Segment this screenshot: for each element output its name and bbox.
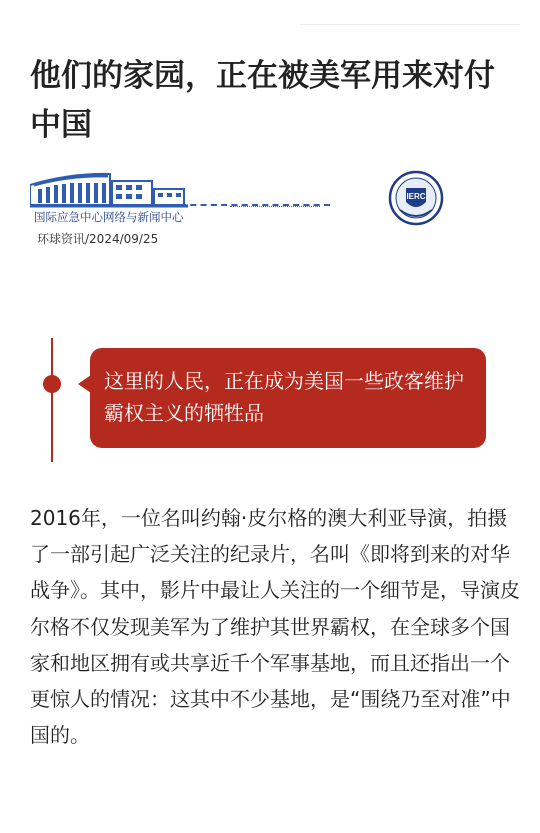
source-and-date: 环球资讯/2024/09/25: [37, 232, 159, 246]
top-divider: [300, 24, 520, 25]
callout-box: [90, 348, 486, 448]
publisher-name: 国际应急中心网络与新闻中心: [34, 210, 184, 224]
callout-pointer: [78, 375, 91, 393]
emblem-text: IERC: [406, 192, 426, 201]
article-paragraph: 2016年，一位名叫约翰·皮尔格的澳大利亚导演，拍摄了一部引起广泛关注的纪录片，名叫《即将到来的对华战争》。其中，影片中最让人关注的一个细节是，导演皮尔格不仅发现美军为了维护其世界霸权，在全球多个国家和地区拥有或共享近千个军事基地，而且还指出一个更惊人的情况：这其中不少基地，是“围绕乃至对准”中国的。: [30, 506, 520, 748]
article-title: 他们的家园，正在被美军用来对付中国: [30, 58, 495, 143]
ierc-emblem-icon: [388, 170, 444, 226]
publisher-banner: [30, 168, 520, 258]
callout-text: 这里的人民，正在成为美国一些政客维护霸权主义的牺牲品: [104, 369, 464, 425]
callout-vertical-line: [51, 338, 53, 462]
highlight-callout: [38, 338, 508, 462]
banner-dot-line: [230, 206, 320, 207]
callout-dot: [43, 375, 61, 393]
building-illustration-icon: [30, 171, 190, 209]
